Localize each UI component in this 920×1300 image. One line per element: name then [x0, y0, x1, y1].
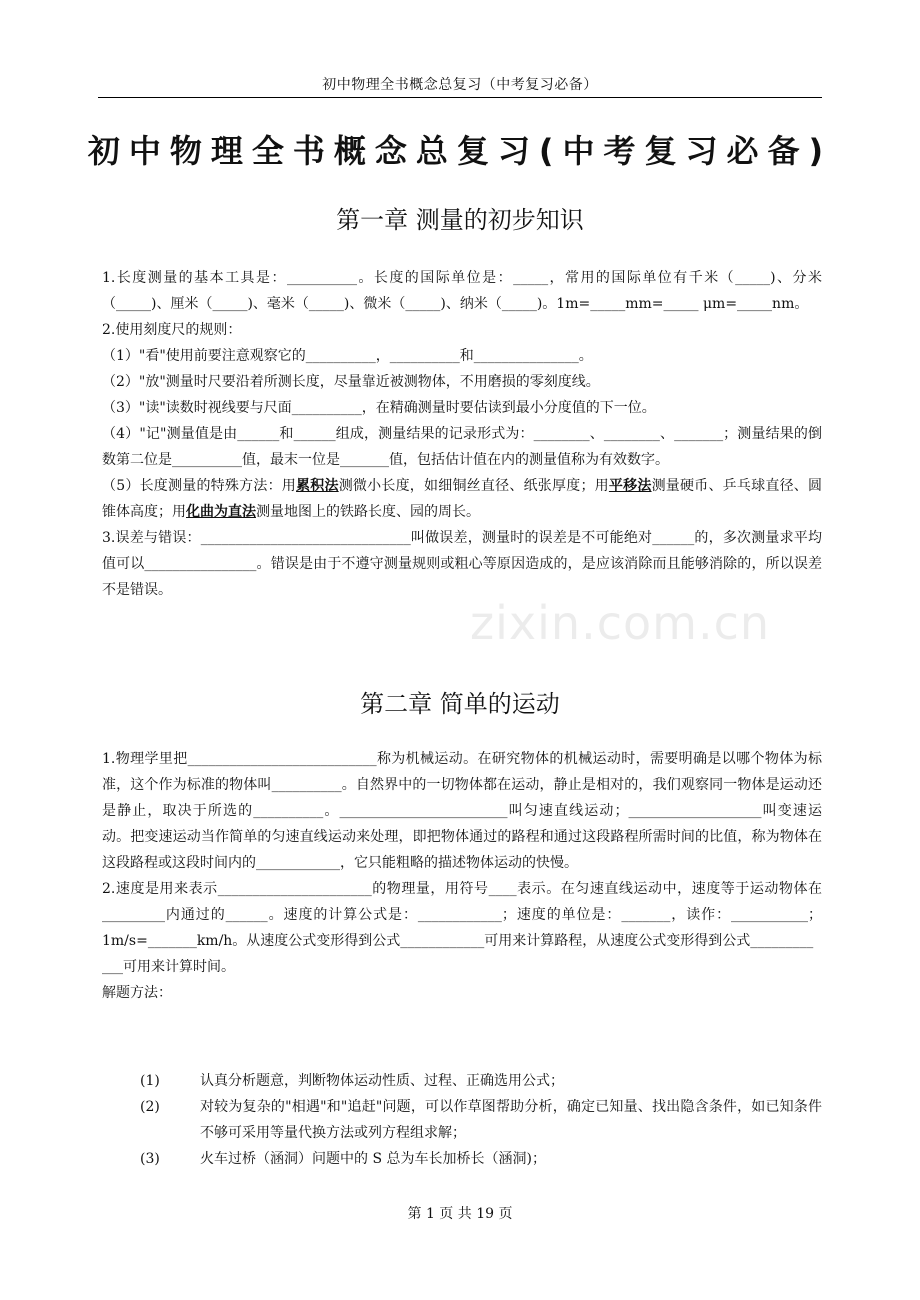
paragraph: （3）"读"读数时视线要与尺面__________，在精确测量时要估读到最小分度值的下一位。 [102, 400, 656, 416]
paragraph: 1.长度测量的基本工具是：__________。长度的国际单位是：_____，常用的国际单位有千米（_____)、分米（_____)、厘米（_____)、毫米（_____)、微米（_____)、纳米（_____)。1m=_____mm=_____ μm=_____nm。 [102, 270, 822, 312]
paragraph: 1.物理学里把___________________________称为机械运动。在研究物体的机械运动时，需要明确是以哪个物体为标准，这个作为标准的物体叫__________。自然界中的一切物体都在运动，静止是相对的，我们观察同一物体是运动还是静止，取决于所选的__________。________________________叫匀速直线运动；___________________叫变速运动。把变速运动当作简单的匀速直线运动来处理，即把物体通过的路程和通过这段路程所需时间的比值，称为物体在这段路程或这段时间内的____________，它只能粗略的描述物体运动的快慢。 [102, 751, 822, 871]
watermark: zixin.com.cn [470, 596, 771, 650]
term-cumulative-method: 累积法 [296, 478, 339, 494]
paragraph: （1）"看"使用前要注意观察它的__________，__________和_______________。 [102, 348, 593, 364]
list-item [102, 1146, 822, 1172]
text: 测量硬币、乒乓球直径、圆锥体高度；用 [102, 478, 823, 520]
list-item [102, 1094, 822, 1146]
page-footer: 第 1 页 共 19 页 [407, 1206, 513, 1222]
header-divider [98, 97, 822, 98]
term-translation-method: 平移法 [608, 478, 652, 494]
list-item-number: (1) [140, 1073, 160, 1089]
paragraph: （2）"放"测量时尺要沿着所测长度，尽量靠近被测物体，不用磨损的零刻度线。 [102, 374, 600, 390]
term-curve-to-straight-method: 化曲为直法 [186, 504, 256, 520]
paragraph: ___可用来计算时间。 [102, 959, 235, 975]
paragraph: 3.误差与错误：______________________________叫做误差，测量时的误差是不可能绝对______的，多次测量求平均值可以________________。错误是由于不遵守测量规则或粗心等原因造成的，是应该消除而且能够消除的，所以误差不是错误。 [102, 530, 822, 598]
list-item-text: 认真分析题意，判断物体运动性质、过程、正确选用公式； [200, 1073, 564, 1089]
chapter-2-heading: 第二章 简单的运动 [360, 690, 560, 718]
solution-methods-list [102, 1068, 822, 1172]
paragraph: 解题方法： [102, 985, 172, 1001]
list-item-text: 对较为复杂的"相遇"和"追赶"问题，可以作草图帮助分析，确定已知量、找出隐含条件，如已知条件不够可采用等量代换方法或列方程组求解； [200, 1099, 822, 1141]
paragraph-special-methods [102, 473, 822, 525]
list-item-number: (3) [140, 1151, 160, 1167]
text: 测微小长度，如细铜丝直径、纸张厚度；用 [338, 478, 609, 494]
text: 测量地图上的铁路长度、园的周长。 [256, 504, 480, 520]
text: （5）长度测量的特殊方法：用 [102, 478, 297, 494]
list-item [102, 1068, 822, 1094]
chapter-1-heading: 第一章 测量的初步知识 [336, 206, 584, 234]
running-header: 初中物理全书概念总复习（中考复习必备） [322, 77, 598, 93]
chapter-1-body [102, 265, 822, 603]
document-title: 初中物理全书概念总复习(中考复习必备) [87, 132, 833, 170]
list-item-text: 火车过桥（涵洞）问题中的 S 总为车长加桥长（涵洞)； [200, 1151, 546, 1167]
paragraph: （4）"记"测量值是由______和______组成，测量结果的记录形式为：________、________、_______；测量结果的倒数第二位是__________值，最末一位是_______值，包括估计值在内的测量值称为有效数字。 [102, 426, 822, 468]
paragraph: 2.速度是用来表示______________________的物理量，用符号____表示。在匀速直线运动中，速度等于运动物体在_________内通过的______。速度的计算公式是：____________；速度的单位是：_______，读作：___________；1m/s=_______km/h。从速度公式变形得到公式____________可用来计算路程，从速度公式变形得到公式_________ [102, 881, 822, 949]
chapter-2-body [102, 746, 822, 1006]
list-item-number: (2) [140, 1099, 160, 1115]
paragraph: 2.使用刻度尺的规则： [102, 322, 242, 338]
